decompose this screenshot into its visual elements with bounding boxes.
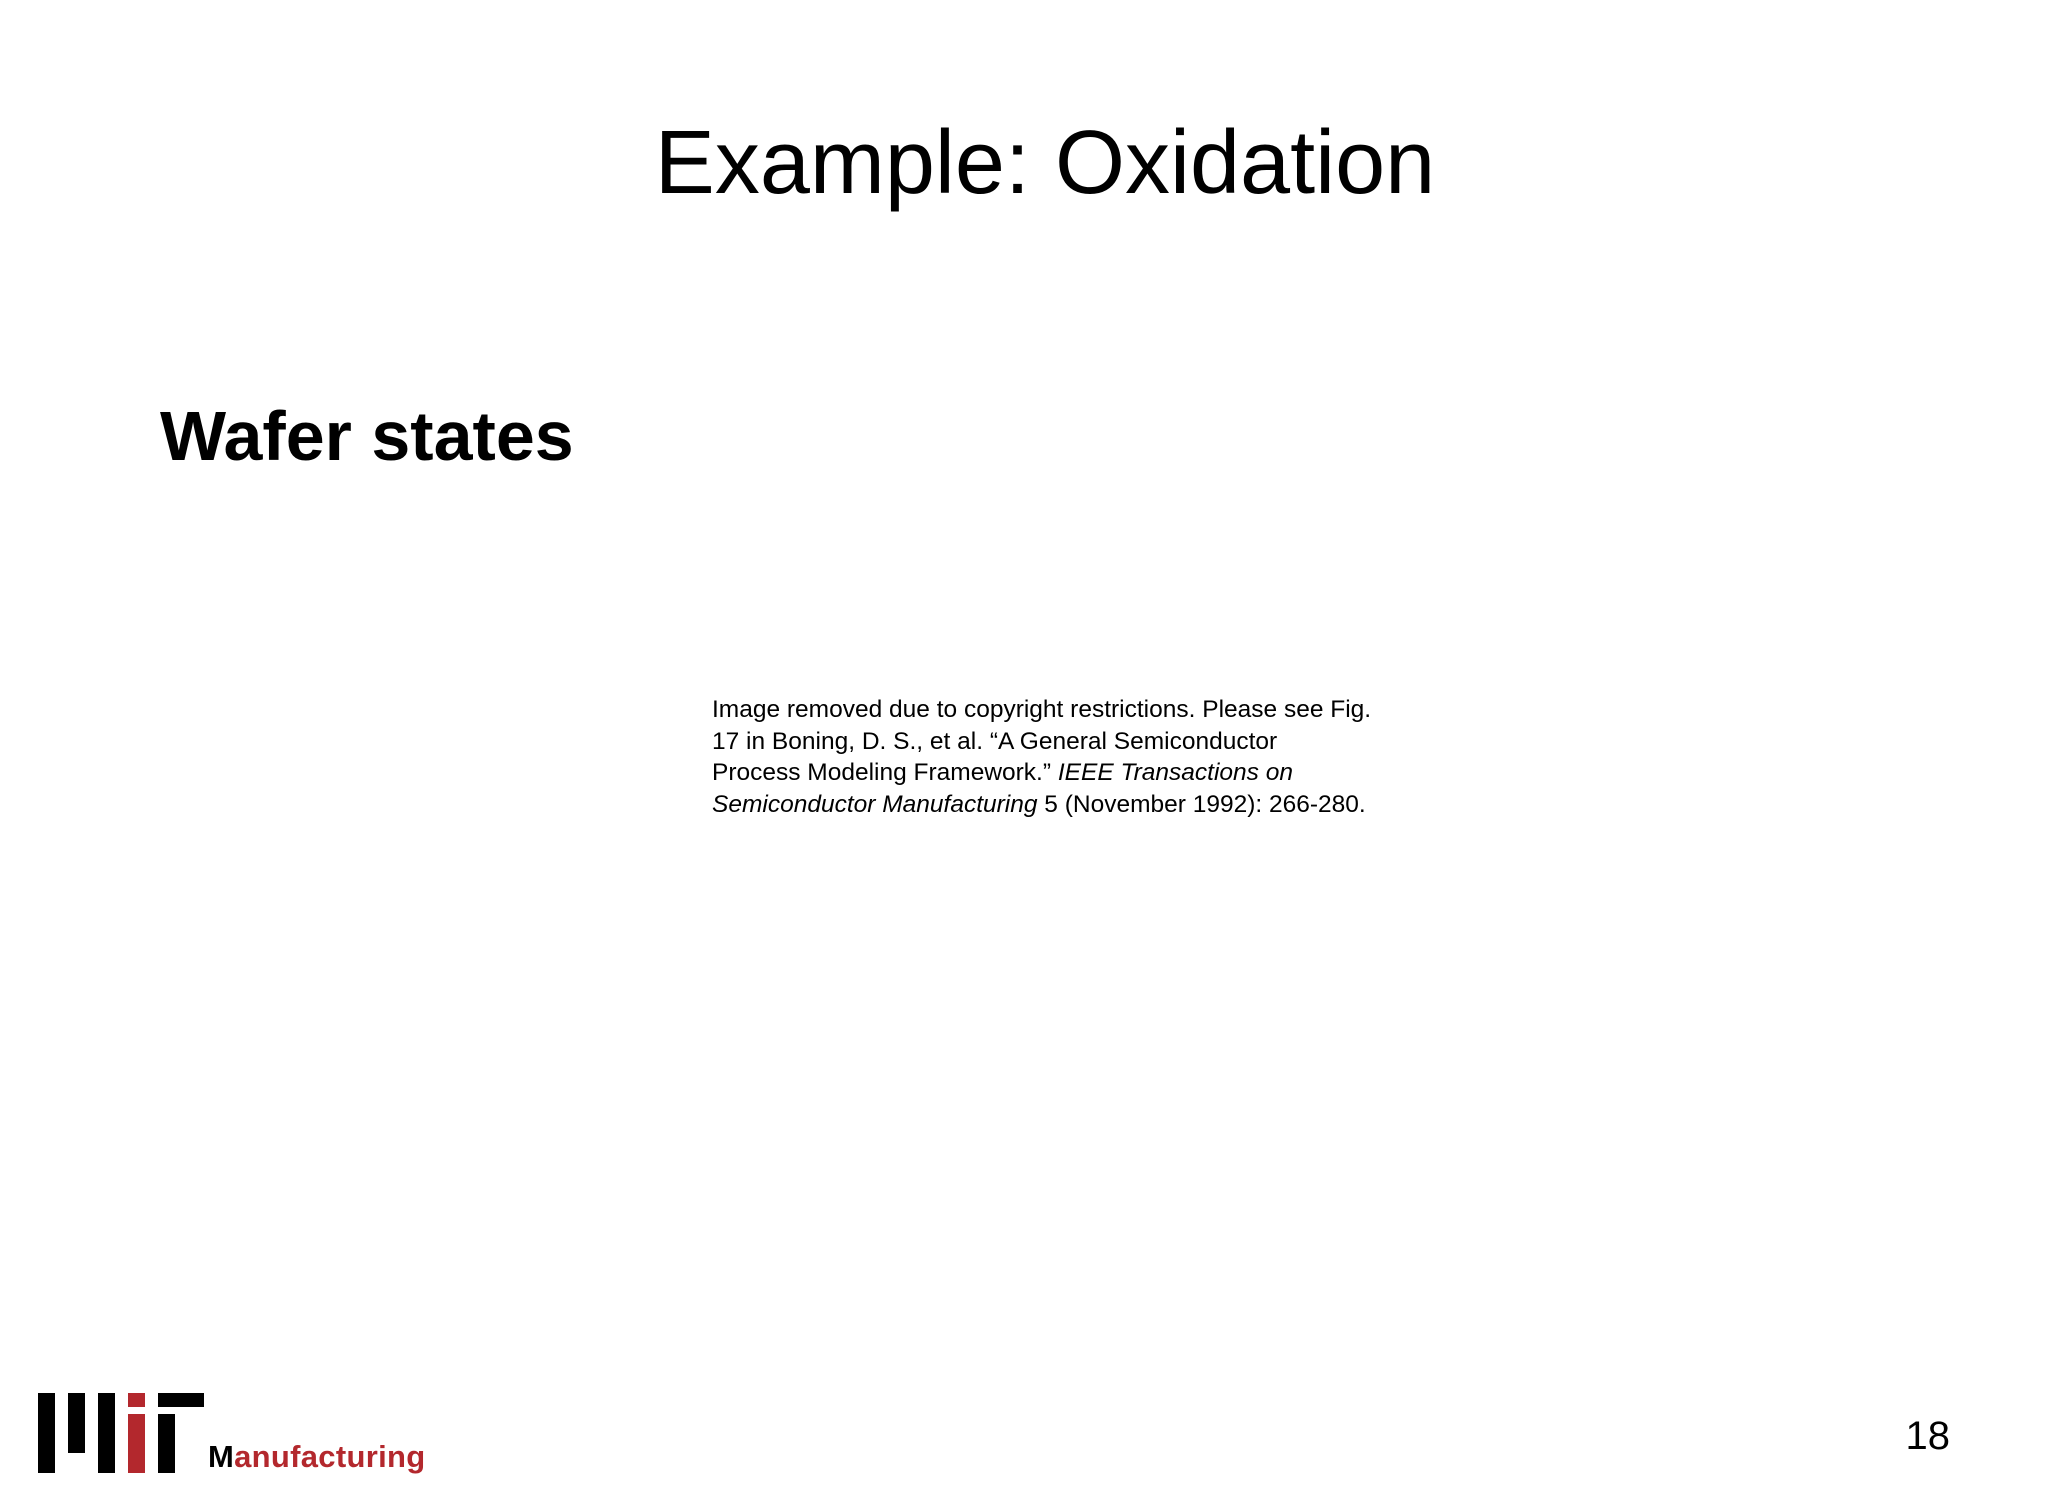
page-number: 18 (1905, 1414, 1950, 1458)
logo-bar-3 (98, 1393, 115, 1473)
journal-title-part-2: Semiconductor Manufacturing (712, 790, 1038, 818)
notice-line-4-text: 5 (November 1992): 266-280. (1037, 790, 1366, 818)
logo-top-bar (158, 1393, 204, 1407)
logo-bar-1 (38, 1393, 55, 1473)
section-heading: Wafer states (160, 397, 574, 475)
notice-line-2: 17 in Boning, D. S., et al. “A General Semiconductor (712, 727, 1278, 755)
mit-manufacturing-logo (38, 1393, 458, 1478)
notice-line-3 (712, 757, 1472, 789)
notice-line-1: Image removed due to copyright restrictions. Please see Fig. (712, 696, 1372, 723)
logo-wordmark (208, 1441, 425, 1472)
notice-line-4 (712, 789, 1472, 821)
journal-title-part-1: IEEE Transactions on (1057, 759, 1293, 786)
logo-bar-4-red (128, 1414, 145, 1473)
logo-wordmark-initial: M (208, 1439, 235, 1474)
logo-bar-2 (68, 1393, 85, 1453)
logo-dot-red (128, 1393, 145, 1407)
slide-title: Example: Oxidation (654, 113, 1436, 213)
notice-line-3-text: Process Modeling Framework.” (712, 759, 1058, 786)
logo-wordmark-rest: anufacturing (234, 1439, 426, 1474)
logo-bar-5 (158, 1414, 175, 1473)
copyright-notice (712, 694, 1472, 820)
mit-logo-icon (38, 1393, 208, 1473)
